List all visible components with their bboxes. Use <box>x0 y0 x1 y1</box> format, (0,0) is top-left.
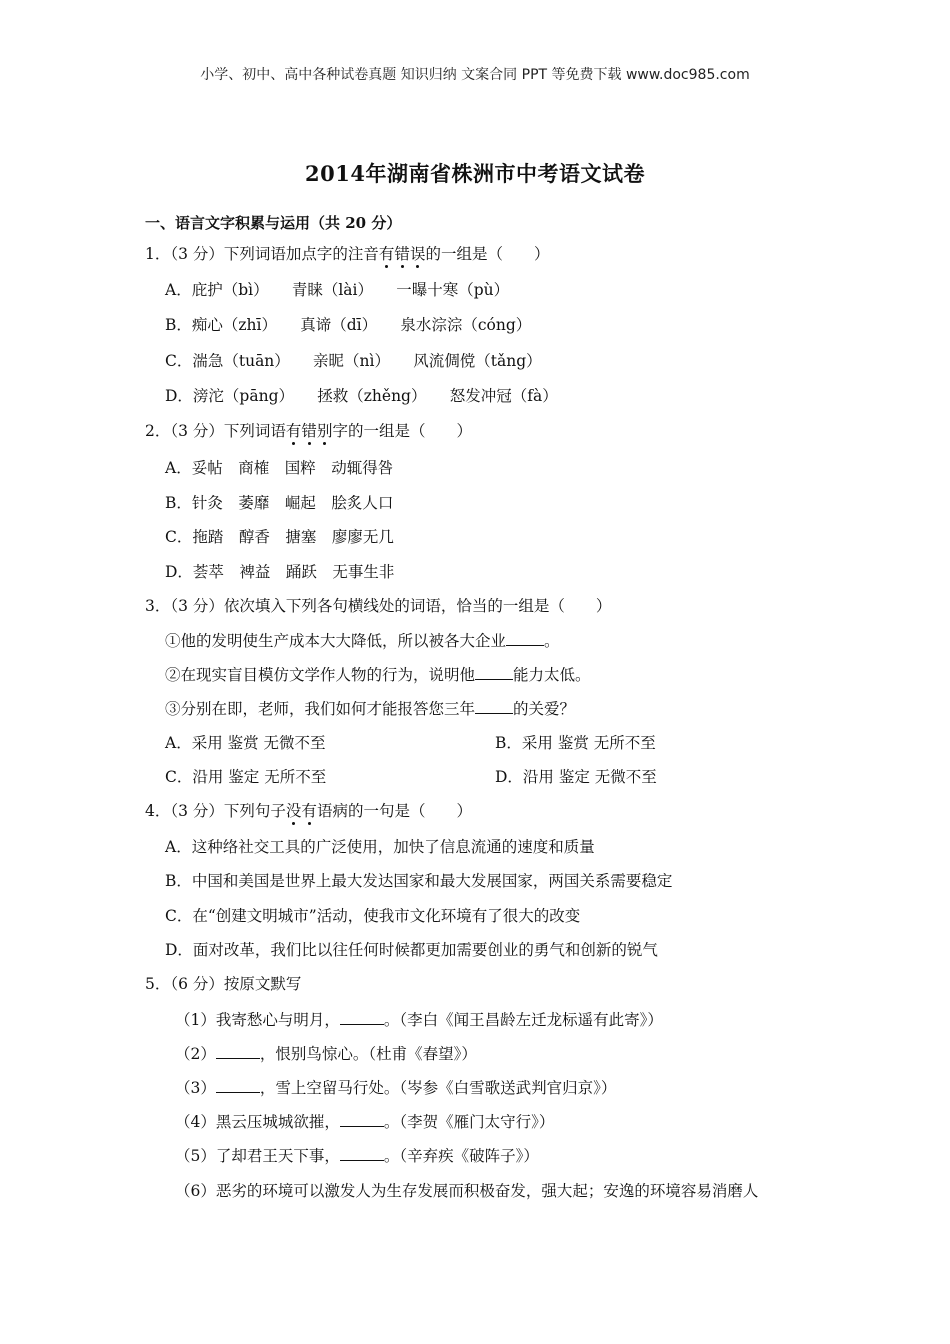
question-3-option-a: A．采用 鉴赏 无微不至 <box>165 734 326 752</box>
question-3-sentence-1: ①他的发明使生产成本大大降低，所以被各大企业 。 <box>165 632 560 650</box>
question-2-option-c: C．拖踏 醇香 搪塞 廖廖无几 <box>165 528 394 546</box>
question-4-option-a: A．这种络社交工具的广泛使用，加快了信息流通的速度和质量 <box>165 838 595 856</box>
question-4-stem: 4．（3 分）下列句子没有语病的一句是（ ） <box>145 802 472 820</box>
question-1-stem: 1．（3 分）下列词语加点字的注音有错误的一组是（ ） <box>145 245 550 263</box>
question-2-stem: 2．（3 分）下列词语有错别字的一组是（ ） <box>145 422 472 440</box>
question-3-option-d: D．沿用 鉴定 无微不至 <box>495 768 657 786</box>
question-5-item-3: （3） ，雪上空留马行处。（岑参《白雪歌送武判官归京》） <box>175 1079 617 1097</box>
question-1-option-c: C．湍急（tuān） 亲昵（nì） 风流倜傥（tǎng） <box>165 352 542 370</box>
question-5-item-6: （6）恶劣的环境可以激发人为生存发展而积极奋发，强大起；安逸的环境容易消磨人 <box>175 1182 759 1200</box>
emphasis-dot-char: 别 <box>316 422 333 440</box>
question-4-option-b: B．中国和美国是世界上最大发达国家和最大发展国家，两国关系需要稳定 <box>165 872 673 890</box>
section-heading: 一、语言文字积累与运用（共 20 分） <box>145 214 402 232</box>
question-3-option-b: B．采用 鉴赏 无所不至 <box>495 734 656 752</box>
question-3-sentence-2: ②在现实盲目模仿文学作人物的行为，说明他 能力太低。 <box>165 666 591 684</box>
question-5-item-5: （5）了却君王天下事， 。（辛弃疾《破阵子》） <box>175 1147 539 1165</box>
question-1-option-a: A．庇护（bì） 青睐（lài） 一曝十寒（pù） <box>165 281 510 299</box>
emphasis-dot-char: 没 <box>285 802 302 820</box>
question-4-option-c: C．在“创建文明城市”活动，使我市文化环境有了很大的改变 <box>165 907 581 925</box>
emphasis-dot-char: 错 <box>394 245 410 263</box>
page-title: 2014年湖南省株洲市中考语文试卷 <box>305 161 645 186</box>
question-5-item-4: （4）黑云压城城欲摧， 。（李贺《雁门太守行》） <box>175 1113 555 1131</box>
question-3-option-c: C．沿用 鉴定 无所不至 <box>165 768 327 786</box>
question-1-option-b: B．痴心（zhī） 真谛（dī） 泉水淙淙（cóng） <box>165 316 532 334</box>
emphasis-dot-char: 有 <box>301 802 317 820</box>
emphasis-dot-char: 错 <box>301 422 317 440</box>
question-5-item-1: （1）我寄愁心与明月， 。（李白《闻王昌龄左迁龙标遥有此寄》） <box>175 1011 663 1029</box>
emphasis-dot-char: 有 <box>285 422 302 440</box>
question-2-option-a: A．妥帖 商榷 国粹 动辄得咎 <box>165 459 394 477</box>
question-3-stem: 3．（3 分）依次填入下列各句横线处的词语，恰当的一组是（ ） <box>145 597 612 615</box>
question-4-option-d: D．面对改革，我们比以往任何时候都更加需要创业的勇气和创新的锐气 <box>165 941 658 959</box>
emphasis-dot-char: 误 <box>409 245 426 263</box>
question-5-stem: 5．（6 分）按原文默写 <box>145 975 302 993</box>
question-2-option-b: B．针灸 萎靡 崛起 脍炙人口 <box>165 494 394 512</box>
question-1-option-d: D．滂沱（pāng） 拯救（zhěng） 怒发冲冠（fà） <box>165 387 558 405</box>
question-5-item-2: （2） ，恨别鸟惊心。（杜甫《春望》） <box>175 1045 477 1063</box>
question-3-sentence-3: ③分别在即，老师，我们如何才能报答您三年 的关爱？ <box>165 700 576 718</box>
emphasis-dot-char: 有 <box>378 245 395 263</box>
page-header: 小学、初中、高中各种试卷真题 知识归纳 文案合同 PPT 等免费下载 www.doc985.com <box>200 67 750 83</box>
question-2-option-d: D．荟萃 裨益 踊跃 无事生非 <box>165 563 395 581</box>
